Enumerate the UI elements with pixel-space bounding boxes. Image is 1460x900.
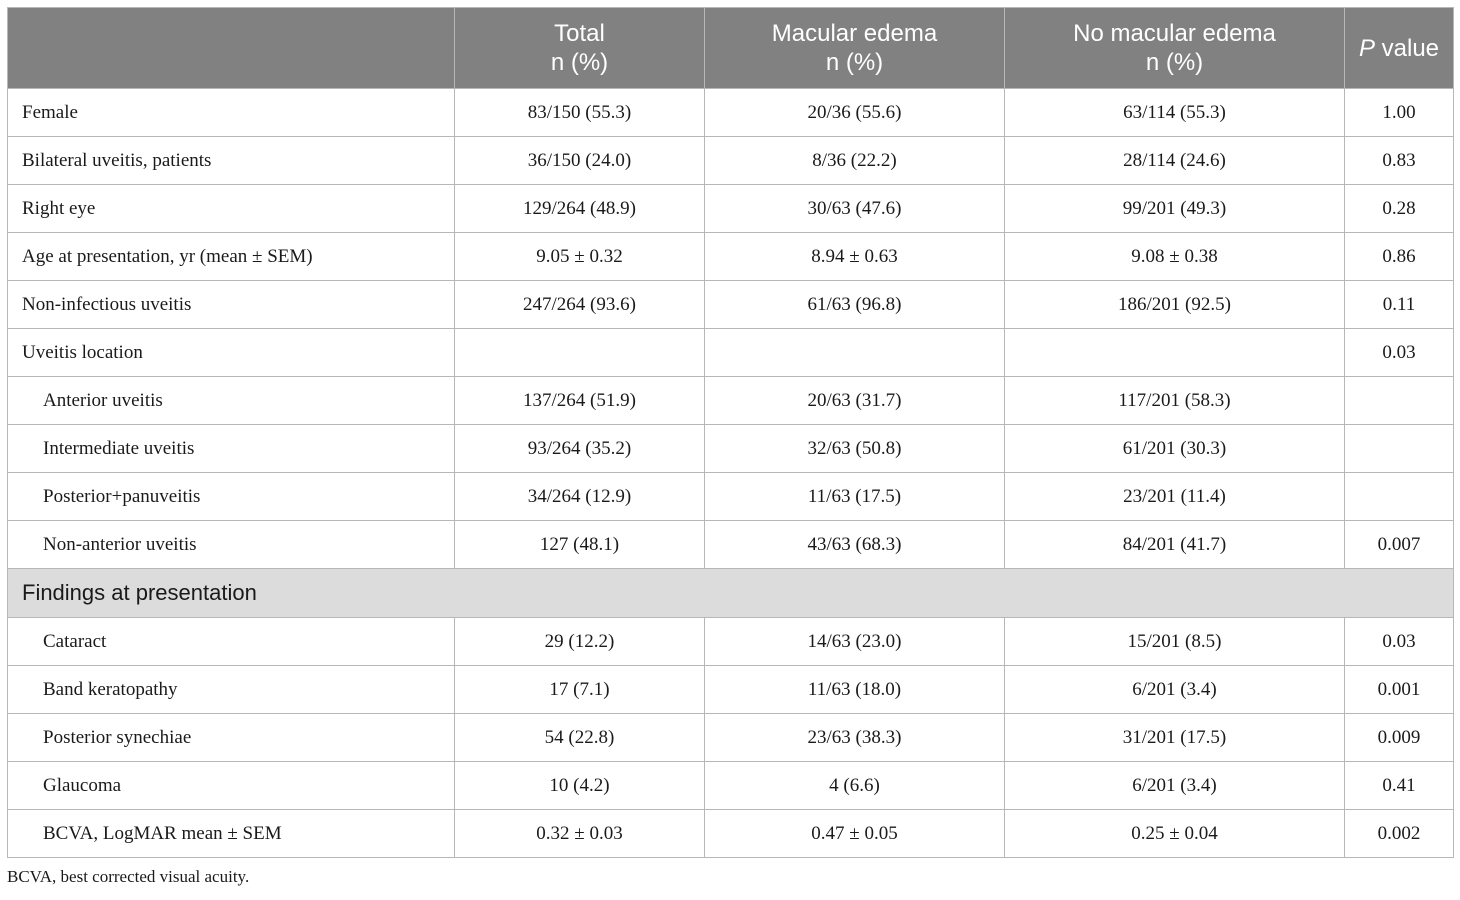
row-label: Uveitis location — [8, 329, 455, 377]
header-row — [8, 8, 1454, 89]
table-row — [8, 329, 1454, 377]
header-total — [455, 8, 705, 89]
cell-macular: 23/63 (38.3) — [705, 714, 1005, 762]
cell-total: 36/150 (24.0) — [455, 137, 705, 185]
cell-total: 93/264 (35.2) — [455, 425, 705, 473]
table-row — [8, 425, 1454, 473]
cell-no-macular — [1005, 329, 1345, 377]
cell-total: 127 (48.1) — [455, 521, 705, 569]
row-label: Cataract — [8, 618, 455, 666]
cell-p-value — [1345, 377, 1454, 425]
row-label: Glaucoma — [8, 762, 455, 810]
table-row — [8, 473, 1454, 521]
header-no-macular-edema — [1005, 8, 1345, 89]
cell-macular: 11/63 (17.5) — [705, 473, 1005, 521]
table-row — [8, 377, 1454, 425]
table-row — [8, 185, 1454, 233]
cell-p-value: 0.001 — [1345, 666, 1454, 714]
cell-no-macular: 117/201 (58.3) — [1005, 377, 1345, 425]
cell-total — [455, 329, 705, 377]
cell-macular — [705, 329, 1005, 377]
cell-macular: 61/63 (96.8) — [705, 281, 1005, 329]
cell-macular: 0.47 ± 0.05 — [705, 810, 1005, 858]
header-p-value — [1345, 8, 1454, 89]
cell-total: 0.32 ± 0.03 — [455, 810, 705, 858]
cell-macular: 4 (6.6) — [705, 762, 1005, 810]
cell-no-macular: 6/201 (3.4) — [1005, 666, 1345, 714]
table-container — [7, 7, 1453, 887]
cell-no-macular: 84/201 (41.7) — [1005, 521, 1345, 569]
row-label: Intermediate uveitis — [8, 425, 455, 473]
section-header-row — [8, 569, 1454, 618]
cell-macular: 20/63 (31.7) — [705, 377, 1005, 425]
table-footnote: BCVA, best corrected visual acuity. — [7, 867, 250, 886]
cell-total: 9.05 ± 0.32 — [455, 233, 705, 281]
cell-total: 34/264 (12.9) — [455, 473, 705, 521]
cell-macular: 14/63 (23.0) — [705, 618, 1005, 666]
header-total-unit: n (%) — [550, 49, 609, 76]
cell-total: 129/264 (48.9) — [455, 185, 705, 233]
cell-macular: 43/63 (68.3) — [705, 521, 1005, 569]
data-table — [7, 7, 1454, 858]
cell-p-value: 0.002 — [1345, 810, 1454, 858]
cell-macular: 8/36 (22.2) — [705, 137, 1005, 185]
row-label: Anterior uveitis — [8, 377, 455, 425]
table-row — [8, 137, 1454, 185]
cell-total: 54 (22.8) — [455, 714, 705, 762]
table-row — [8, 810, 1454, 858]
table-row — [8, 618, 1454, 666]
header-nomacular-title: No macular edema — [1073, 20, 1276, 47]
cell-no-macular: 15/201 (8.5) — [1005, 618, 1345, 666]
cell-no-macular: 186/201 (92.5) — [1005, 281, 1345, 329]
cell-macular: 32/63 (50.8) — [705, 425, 1005, 473]
row-label: BCVA, LogMAR mean ± SEM — [8, 810, 455, 858]
cell-p-value: 0.009 — [1345, 714, 1454, 762]
cell-p-value: 0.28 — [1345, 185, 1454, 233]
cell-total: 247/264 (93.6) — [455, 281, 705, 329]
table-row — [8, 714, 1454, 762]
header-p-italic: P — [1358, 34, 1375, 62]
row-label: Posterior synechiae — [8, 714, 455, 762]
header-macular-unit: n (%) — [825, 49, 884, 76]
cell-no-macular: 61/201 (30.3) — [1005, 425, 1345, 473]
cell-p-value: 0.007 — [1345, 521, 1454, 569]
row-label: Bilateral uveitis, patients — [8, 137, 455, 185]
header-p-rest: value — [1374, 34, 1440, 62]
row-label: Non-anterior uveitis — [8, 521, 455, 569]
cell-macular: 8.94 ± 0.63 — [705, 233, 1005, 281]
cell-p-value — [1345, 425, 1454, 473]
cell-total: 83/150 (55.3) — [455, 89, 705, 137]
table-row — [8, 89, 1454, 137]
cell-total: 10 (4.2) — [455, 762, 705, 810]
cell-p-value: 0.83 — [1345, 137, 1454, 185]
row-label: Age at presentation, yr (mean ± SEM) — [8, 233, 455, 281]
header-macular-title: Macular edema — [771, 20, 938, 47]
cell-no-macular: 23/201 (11.4) — [1005, 473, 1345, 521]
row-label: Female — [8, 89, 455, 137]
cell-macular: 30/63 (47.6) — [705, 185, 1005, 233]
row-label: Right eye — [8, 185, 455, 233]
cell-no-macular: 6/201 (3.4) — [1005, 762, 1345, 810]
row-label: Band keratopathy — [8, 666, 455, 714]
cell-total: 137/264 (51.9) — [455, 377, 705, 425]
table-row — [8, 762, 1454, 810]
cell-macular: 11/63 (18.0) — [705, 666, 1005, 714]
cell-p-value: 1.00 — [1345, 89, 1454, 137]
row-label: Non-infectious uveitis — [8, 281, 455, 329]
cell-no-macular: 99/201 (49.3) — [1005, 185, 1345, 233]
cell-p-value — [1345, 473, 1454, 521]
cell-no-macular: 9.08 ± 0.38 — [1005, 233, 1345, 281]
table-row — [8, 233, 1454, 281]
cell-p-value: 0.11 — [1345, 281, 1454, 329]
cell-no-macular: 0.25 ± 0.04 — [1005, 810, 1345, 858]
header-nomacular-unit: n (%) — [1145, 49, 1204, 76]
header-label — [8, 8, 455, 89]
cell-no-macular: 63/114 (55.3) — [1005, 89, 1345, 137]
row-label: Posterior+panuveitis — [8, 473, 455, 521]
table-row — [8, 281, 1454, 329]
cell-macular: 20/36 (55.6) — [705, 89, 1005, 137]
cell-p-value: 0.03 — [1345, 618, 1454, 666]
header-macular-edema — [705, 8, 1005, 89]
cell-no-macular: 31/201 (17.5) — [1005, 714, 1345, 762]
header-total-title: Total — [554, 20, 605, 47]
table-row — [8, 666, 1454, 714]
cell-p-value: 0.03 — [1345, 329, 1454, 377]
cell-no-macular: 28/114 (24.6) — [1005, 137, 1345, 185]
cell-total: 29 (12.2) — [455, 618, 705, 666]
table-row — [8, 521, 1454, 569]
section-title: Findings at presentation — [8, 569, 1454, 618]
cell-p-value: 0.41 — [1345, 762, 1454, 810]
cell-p-value: 0.86 — [1345, 233, 1454, 281]
cell-total: 17 (7.1) — [455, 666, 705, 714]
